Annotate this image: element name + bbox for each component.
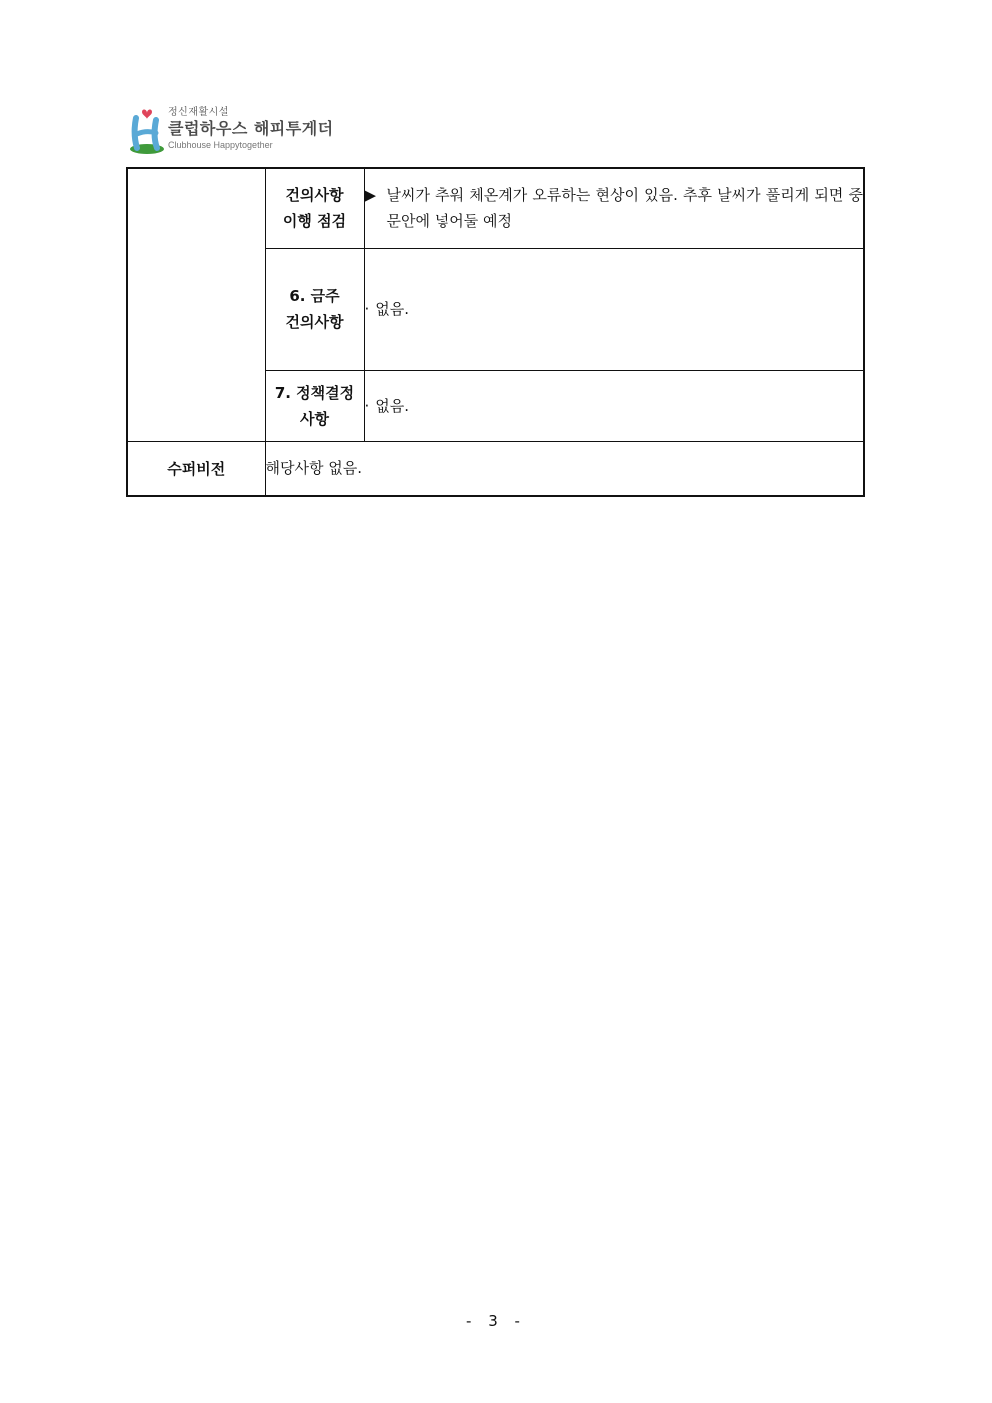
empty-category-cell: [127, 168, 265, 441]
triangle-bullet-icon: ▶: [364, 186, 377, 205]
happytogether-h-logo-icon: [128, 104, 166, 156]
row-content: [364, 370, 864, 441]
logo-subtitle: 정신재활시설: [168, 107, 229, 118]
row-content: [364, 168, 864, 248]
row-heading-line2: 사항: [300, 409, 329, 428]
row-heading: [265, 248, 364, 370]
meeting-minutes-table: [126, 167, 865, 497]
row-heading-line1: 7. 정책결정: [274, 383, 355, 402]
row-content: [364, 248, 864, 370]
table-row: [127, 441, 864, 496]
row-heading-line2: 건의사항: [285, 313, 344, 331]
logo-title: 클럽하우스 해피투게더: [168, 119, 334, 138]
table-row: [127, 168, 864, 248]
supervision-label: 수퍼비전: [127, 441, 265, 496]
clubhouse-logo: [128, 104, 348, 156]
supervision-content: 해당사항 없음.: [265, 441, 864, 496]
row-heading-line2: 이행 점검: [282, 212, 347, 231]
logo-english: Clubhouse Happytogether: [168, 140, 273, 150]
row-content-text: 없음.: [375, 300, 410, 318]
dot-bullet-icon: ·: [364, 396, 370, 415]
row-content-text: 날씨가 추워 체온계가 오류하는 현상이 있음. 추후 날씨가 풀리게 되면 중문안에 넣어둘 예정: [386, 186, 863, 231]
row-heading: [265, 370, 364, 441]
row-heading-line1: 6. 금주: [289, 287, 340, 305]
dot-bullet-icon: ·: [364, 300, 370, 318]
row-content-text: 없음.: [375, 396, 410, 415]
page-number: - 3 -: [466, 1312, 526, 1330]
row-heading: [265, 168, 364, 248]
row-heading-line1: 건의사항: [285, 186, 344, 205]
